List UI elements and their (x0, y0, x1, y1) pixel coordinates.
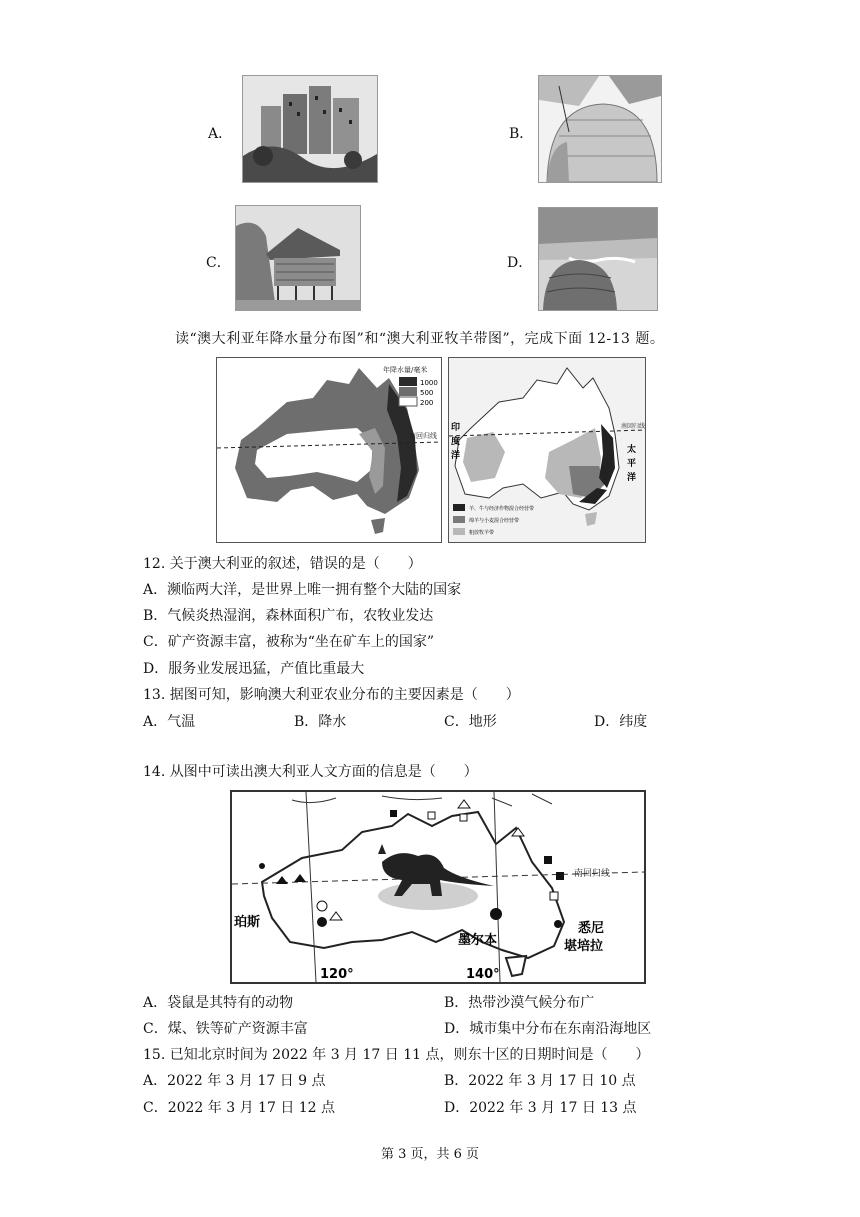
legend-swatch-sheep-wheat (453, 516, 465, 523)
q14-option-a: A．袋鼠是其特有的动物 (143, 995, 294, 1011)
q15-option-b: B．2022 年 3 月 17 日 10 点 (444, 1073, 636, 1089)
option-b-label: B． (509, 126, 534, 142)
legend-swatch-1000 (399, 377, 417, 386)
city-sydney: 悉尼 (578, 921, 605, 936)
adobe-tower-houses-photo (243, 76, 377, 182)
legend-sheep-wheat: 绵羊与小麦混合经营带 (469, 518, 520, 524)
q12-option-a: A．濒临两大洋，是世界上唯一拥有整个大陆的国家 (143, 582, 462, 598)
map2-tropic-label: 南回归线 (621, 423, 645, 430)
grass-hut-photo (539, 208, 657, 310)
photo-option-d (538, 207, 658, 311)
indian-ocean-char-3: 洋 (451, 451, 461, 461)
q13-option-b: B．降水 (294, 714, 347, 730)
q14-tropic-label: 南回归线 (574, 869, 611, 879)
q14-option-b: B．热带沙漠气候分布广 (444, 995, 595, 1011)
photo-option-a (242, 75, 378, 183)
q13-option-a: A．气温 (143, 714, 196, 730)
city-canberra: 堪培拉 (564, 939, 604, 954)
australia-rainfall-map (216, 357, 442, 543)
q13-option-d: D．纬度 (594, 714, 648, 730)
option-a-label: A． (208, 126, 233, 142)
tasmania (585, 512, 597, 526)
legend-mixed-cattle: 羊、牛与经济作物混合经营带 (469, 506, 535, 512)
q13-option-c: C．地形 (444, 714, 497, 730)
indian-ocean-char-1: 印 (451, 423, 461, 433)
q12-option-d: D．服务业发展迅猛，产值比重最大 (143, 661, 365, 677)
legend-swatch-500 (399, 387, 417, 396)
australia-sheep-belt-map (448, 357, 646, 543)
option-c-label: C． (206, 255, 231, 271)
q14-option-c: C．煤、铁等矿产资源丰富 (143, 1021, 308, 1037)
photo-option-b (538, 75, 662, 183)
photo-option-c (235, 205, 361, 311)
q12-option-b: B．气候炎热湿润，森林面积广布，农牧业发达 (143, 608, 434, 624)
q13-stem: 13. 据图可知，影响澳大利亚农业分布的主要因素是（ ） (143, 687, 520, 703)
legend-value-1000: 1000 (420, 379, 438, 387)
tasmania (506, 956, 526, 976)
q15-option-c: C．2022 年 3 月 17 日 12 点 (143, 1100, 336, 1116)
map1-tropic-label: 南回归线 (409, 432, 437, 440)
intro-instruction: 读“澳大利亚年降水量分布图”和“澳大利亚牧羊带图”，完成下面 12-13 题。 (175, 331, 665, 347)
legend-swatch-mixed-cattle (453, 504, 465, 511)
legend-value-200: 200 (420, 399, 434, 407)
legend-swatch-200 (399, 397, 417, 406)
tasmania (371, 518, 385, 534)
map1-legend-title: 年降水量/毫米 (383, 366, 428, 374)
indian-ocean-char-2: 度 (451, 437, 461, 447)
q15-stem: 15. 已知北京时间为 2022 年 3 月 17 日 11 点，则东十区的日期时间是（ ） (143, 1047, 650, 1063)
igloo-photo (539, 76, 661, 182)
city-perth: 珀斯 (234, 915, 261, 930)
australia-human-geography-map (230, 790, 646, 984)
q14-stem: 14. 从图中可读出澳大利亚人文方面的信息是（ ） (143, 764, 478, 780)
pacific-ocean-char-3: 洋 (627, 473, 637, 483)
option-d-label: D． (507, 255, 533, 271)
lon-label-120: 120° (320, 967, 354, 982)
pacific-ocean-char-1: 太 (627, 445, 637, 455)
lon-label-140: 140° (466, 967, 500, 982)
city-melbourne: 墨尔本 (458, 933, 498, 948)
q12-option-c: C．矿产资源丰富，被称为“坐在矿车上的国家” (143, 634, 435, 650)
q12-stem: 12. 关于澳大利亚的叙述，错误的是（ ） (143, 556, 422, 572)
q15-option-d: D．2022 年 3 月 17 日 13 点 (444, 1100, 637, 1116)
legend-swatch-extensive (453, 528, 465, 535)
legend-value-500: 500 (420, 389, 434, 397)
pacific-ocean-char-2: 平 (627, 459, 637, 469)
wooden-stilt-house-photo (236, 206, 360, 310)
q14-option-d: D．城市集中分布在东南沿海地区 (444, 1021, 652, 1037)
q15-option-a: A．2022 年 3 月 17 日 9 点 (143, 1073, 326, 1089)
legend-extensive: 粗放牧羊带 (469, 530, 495, 536)
page-footer: 第 3 页，共 6 页 (380, 1147, 480, 1162)
